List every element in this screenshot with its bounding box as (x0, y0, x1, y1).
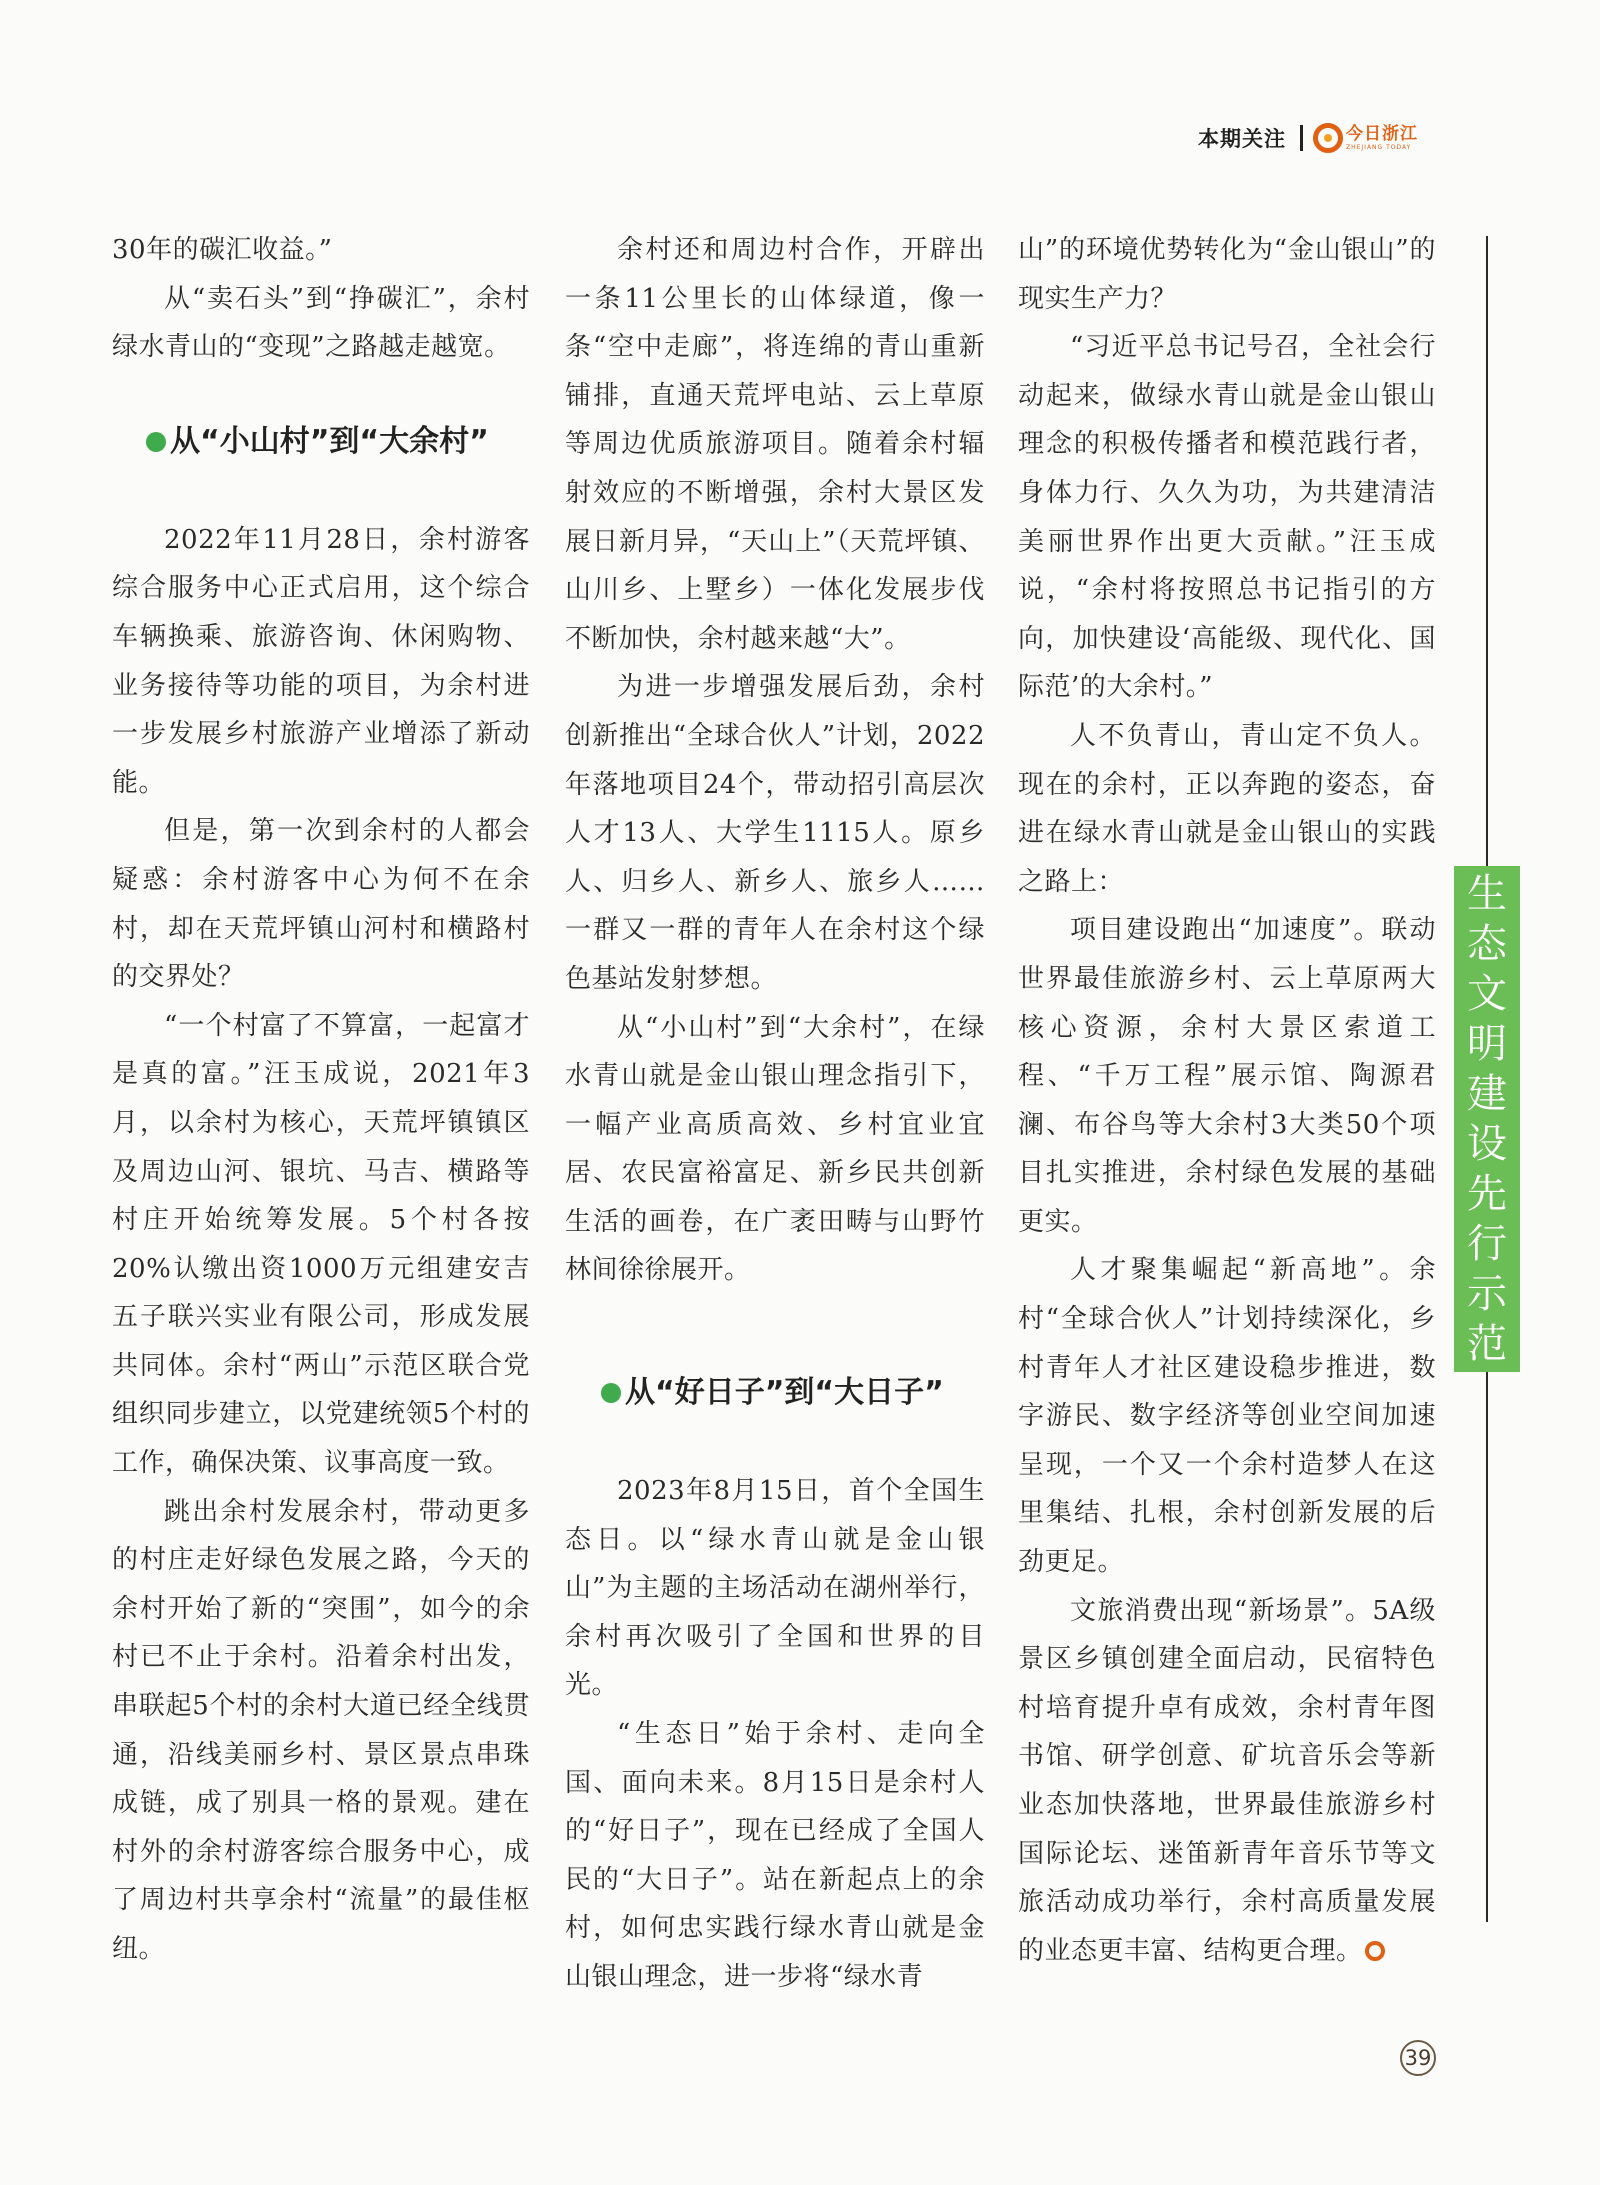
paragraph: “一个村富了不算富，一起富才是真的富。”汪玉成说，2021年3月，以余村为核心，天荒坪镇镇区及周边山河、银坑、马吉、横路等村庄开始统筹发展。5个村各按20%认缴出资1000万元组建安吉五子联兴实业有限公司，形成发展共同体。余村“两山”示范区联合党组织同步建立，以党建统领5个村的工作，确保决策、议事高度一致。 (112, 1010, 530, 1479)
header-divider (1300, 125, 1303, 151)
page-number: 39 (1400, 2040, 1436, 2076)
article-column-1 (112, 226, 530, 1974)
paragraph: 项目建设跑出“加速度”。联动世界最佳旅游乡村、云上草原两大核心资源，余村大景区索道工程、“千万工程”展示馆、陶源君澜、布谷鸟等大余村3大类50个项目扎实推进，余村绿色发展的基础更实。 (1018, 915, 1436, 1237)
section-sidebar-label (1454, 866, 1520, 1372)
subheading: 从“好日子”到“大日子” (565, 1369, 985, 1417)
sidebar-char: 建 (1467, 1071, 1507, 1117)
paragraph: “习近平总书记号召，全社会行动起来，做绿水青山就是金山银山理念的积极传播者和模范践行者，身体力行、久久为功，为共建清洁美丽世界作出更大贡献。”汪玉成说，“余村将按照总书记指引的方向，加快建设‘高能级、现代化、国际范’的大余村。” (1018, 332, 1436, 703)
paragraph: 但是，第一次到余村的人都会疑惑：余村游客中心为何不在余村，却在天荒坪镇山河村和横路村的交界处？ (112, 816, 530, 993)
sidebar-char: 示 (1467, 1271, 1507, 1317)
paragraph: 人不负青山，青山定不负人。现在的余村，正以奔跑的姿态，奋进在绿水青山就是金山银山的实践之路上： (1018, 720, 1436, 897)
sidebar-char: 文 (1467, 971, 1507, 1017)
logo-text-en: ZHEJIANG TODAY (1346, 143, 1412, 151)
paragraph: 30年的碳汇收益。” (112, 235, 333, 265)
section-title: 本期关注 (1198, 127, 1286, 151)
paragraph: 跳出余村发展余村，带动更多的村庄走好绿色发展之路，今天的余村开始了新的“突围”，如今的余村已不止于余村。沿着余村出发，串联起5个村的余村大道已经全线贯通，沿线美丽乡村、景区景点串珠成链，成了别具一格的景观。建在村外的余村游客综合服务中心，成了周边村共享余村“流量”的最佳枢纽。 (112, 1496, 530, 1964)
bullet-dot-icon (146, 432, 166, 452)
sidebar-char: 范 (1467, 1321, 1507, 1367)
sidebar-char: 先 (1467, 1171, 1507, 1217)
sidebar-char: 设 (1467, 1121, 1507, 1167)
paragraph: 2023年8月15日，首个全国生态日。以“绿水青山就是金山银山”为主题的主场活动在湖州举行，余村再次吸引了全国和世界的目光。 (565, 1476, 985, 1701)
article-column-3 (1018, 226, 1436, 1975)
logo-icon (1313, 123, 1343, 153)
magazine-logo (1313, 123, 1418, 153)
paragraph: 2022年11月28日，余村游客综合服务中心正式启用，这个综合车辆换乘、旅游咨询、休闲购物、业务接待等功能的项目，为余村进一步发展乡村旅游产业增添了新动能。 (112, 524, 530, 798)
paragraph: 山”的环境优势转化为“金山银山”的现实生产力？ (1018, 235, 1436, 314)
paragraph: 余村还和周边村合作，开辟出一条11公里长的山体绿道，像一条“空中走廊”，将连绵的青山重新铺排，直通天荒坪电站、云上草原等周边优质旅游项目。随着余村辐射效应的不断增强，余村大景区发展日新月异，“天山上”（天荒坪镇、山川乡、上墅乡）一体化发展步伐不断加快，余村越来越“大”。 (565, 235, 985, 654)
paragraph: 从“卖石头”到“挣碳汇”，余村绿水青山的“变现”之路越走越宽。 (112, 283, 530, 363)
paragraph: 为进一步增强发展后劲，余村创新推出“全球合伙人”计划，2022年落地项目24个，带动招引高层次人才13人、大学生1115人。原乡人、归乡人、新乡人、旅乡人……一群又一群的青年人在余村这个绿色基站发射梦想。 (565, 672, 985, 994)
page-header (1198, 118, 1418, 158)
sidebar-char: 生 (1467, 871, 1507, 917)
end-mark-icon (1365, 1941, 1385, 1961)
sidebar-char: 行 (1467, 1221, 1507, 1267)
bullet-dot-icon (601, 1383, 621, 1403)
subheading: 从“小山村”到“大余村” (112, 418, 530, 466)
paragraph: 文旅消费出现“新场景”。5A级景区乡镇创建全面启动，民宿特色村培育提升卓有成效，余村青年图书馆、研学创意、矿坑音乐会等新业态加快落地，世界最佳旅游乡村国际论坛、迷笛新青年音乐节等文旅活动成功举行，余村高质量发展的业态更丰富、结构更合理。 (1018, 1595, 1436, 1966)
sidebar-char: 态 (1467, 921, 1507, 967)
paragraph: 从“小山村”到“大余村”，在绿水青山就是金山银山理念指引下，一幅产业高质高效、乡村宜业宜居、农民富裕富足、新乡民共创新生活的画卷，在广袤田畴与山野竹林间徐徐展开。 (565, 1012, 985, 1286)
paragraph: “生态日”始于余村、走向全国、面向未来。8月15日是余村人的“好日子”，现在已经成了全国人民的“大日子”。站在新起点上的余村，如何忠实践行绿水青山就是金山银山理念，进一步将“绿水青 (565, 1719, 985, 1992)
paragraph: 人才聚集崛起“新高地”。余村“全球合伙人”计划持续深化，乡村青年人才社区建设稳步推进，数字游民、数字经济等创业空间加速呈现，一个又一个余村造梦人在这里集结、扎根，余村创新发展的后劲更足。 (1018, 1255, 1436, 1578)
sidebar-char: 明 (1467, 1021, 1507, 1067)
logo-text-cn: 今日浙江 (1346, 123, 1418, 144)
article-column-2 (565, 226, 985, 2002)
